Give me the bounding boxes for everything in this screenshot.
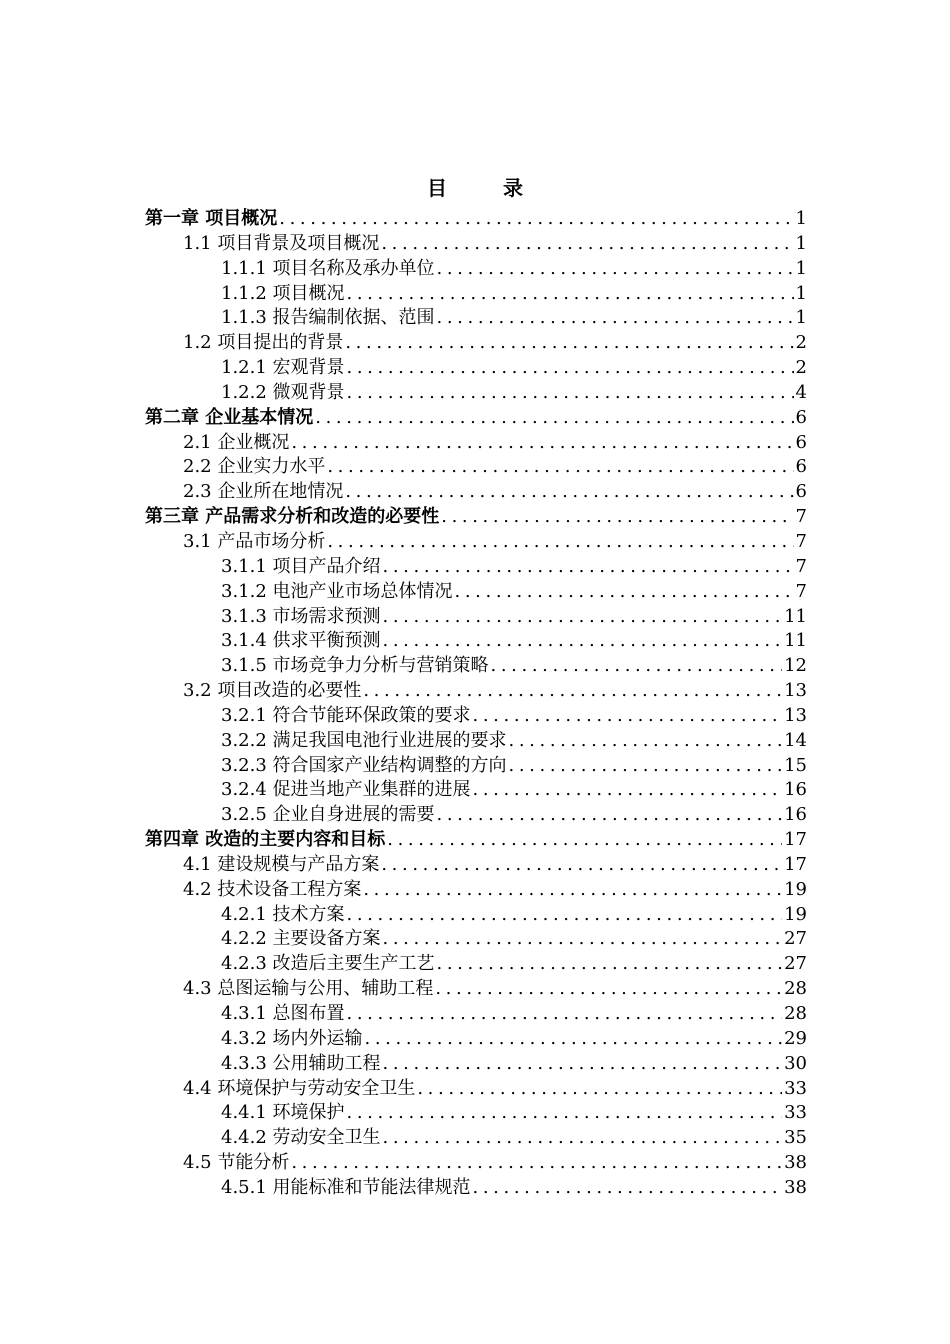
toc-page-number: 19 — [784, 878, 807, 900]
toc-dot-leader — [473, 704, 783, 729]
toc-dot-leader — [279, 207, 793, 232]
toc-entry[interactable] — [145, 853, 807, 878]
toc-dot-leader — [473, 1176, 783, 1201]
toc-entry-title: 4.2.3 改造后主要生产工艺 — [221, 953, 435, 975]
toc-page-number: 33 — [784, 1102, 807, 1124]
toc-entry[interactable] — [145, 232, 807, 257]
toc-dot-leader — [327, 530, 793, 555]
toc-entry[interactable] — [145, 1027, 807, 1052]
toc-list — [145, 207, 807, 1201]
toc-entry[interactable] — [145, 207, 807, 232]
toc-entry[interactable] — [145, 257, 807, 282]
toc-page-number: 30 — [784, 1052, 807, 1074]
toc-dot-leader — [291, 1151, 782, 1176]
toc-entry-title: 3.2.4 促进当地产业集群的进展 — [221, 779, 471, 801]
toc-entry[interactable] — [145, 629, 807, 654]
toc-entry[interactable] — [145, 1101, 807, 1126]
toc-entry-title: 3.2 项目改造的必要性 — [183, 680, 362, 702]
toc-dot-leader — [383, 927, 783, 952]
toc-entry-title: 4.4 环境保护与劳动安全卫生 — [183, 1077, 416, 1099]
toc-dot-leader — [381, 853, 782, 878]
toc-page-number: 16 — [784, 779, 807, 801]
toc-page-number: 13 — [784, 704, 807, 726]
toc-entry[interactable] — [145, 605, 807, 630]
toc-entry[interactable] — [145, 679, 807, 704]
toc-page-number: 7 — [795, 580, 807, 602]
toc-entry[interactable] — [145, 704, 807, 729]
toc-entry-title: 1.1.1 项目名称及承办单位 — [221, 257, 435, 279]
toc-page-number: 29 — [784, 1027, 807, 1049]
toc-entry-title: 1.1.3 报告编制依据、范围 — [221, 307, 435, 329]
toc-entry-title: 1.2.1 宏观背景 — [221, 357, 345, 379]
toc-entry[interactable] — [145, 903, 807, 928]
toc-dot-leader — [441, 505, 793, 530]
toc-page-number: 19 — [784, 903, 807, 925]
toc-entry-title: 4.5 节能分析 — [183, 1152, 290, 1174]
toc-entry[interactable] — [145, 1002, 807, 1027]
toc-entry[interactable] — [145, 803, 807, 828]
toc-dot-leader — [347, 356, 794, 381]
toc-dot-leader — [509, 729, 783, 754]
toc-dot-leader — [437, 952, 783, 977]
toc-entry-title: 3.2.1 符合节能环保政策的要求 — [221, 704, 471, 726]
toc-dot-leader — [383, 555, 794, 580]
toc-entry[interactable] — [145, 654, 807, 679]
toc-dot-leader — [363, 679, 782, 704]
toc-page-number: 1 — [795, 208, 807, 229]
toc-dot-leader — [347, 1101, 783, 1126]
toc-page-number: 15 — [784, 754, 807, 776]
toc-page-number: 6 — [795, 456, 807, 478]
toc-page-number: 28 — [784, 978, 807, 1000]
toc-page-number: 17 — [784, 829, 807, 851]
toc-entry-title: 4.4.2 劳动安全卫生 — [221, 1127, 381, 1149]
toc-entry-title: 3.1.4 供求平衡预测 — [221, 630, 381, 652]
toc-entry[interactable] — [145, 431, 807, 456]
toc-entry[interactable] — [145, 331, 807, 356]
toc-page-number: 1 — [795, 257, 807, 279]
toc-dot-leader — [347, 1002, 783, 1027]
toc-page-number: 28 — [784, 1003, 807, 1024]
toc-entry-title: 3.1.1 项目产品介绍 — [221, 555, 381, 577]
toc-dot-leader — [437, 306, 794, 331]
toc-page-number: 7 — [795, 530, 807, 552]
toc-entry-title: 1.2.2 微观背景 — [221, 381, 345, 403]
toc-entry-title: 4.2 技术设备工程方案 — [183, 878, 362, 900]
toc-entry[interactable] — [145, 778, 807, 803]
toc-page-number: 38 — [784, 1176, 807, 1198]
toc-entry[interactable] — [145, 754, 807, 779]
toc-entry[interactable] — [145, 828, 807, 853]
toc-entry[interactable] — [145, 306, 807, 331]
toc-page-number: 7 — [795, 555, 807, 577]
toc-entry[interactable] — [145, 1077, 807, 1102]
toc-entry-title: 第一章 项目概况 — [145, 208, 278, 229]
toc-entry[interactable] — [145, 729, 807, 754]
toc-entry-title: 2.3 企业所在地情况 — [183, 481, 344, 503]
toc-entry[interactable] — [145, 1052, 807, 1077]
toc-entry-title: 3.1 产品市场分析 — [183, 530, 326, 552]
toc-entry[interactable] — [145, 1176, 807, 1201]
toc-entry[interactable] — [145, 580, 807, 605]
toc-entry-title: 第三章 产品需求分析和改造的必要性 — [145, 506, 440, 528]
toc-entry-title: 1.1 项目背景及项目概况 — [183, 232, 380, 254]
toc-page-number: 27 — [784, 928, 807, 950]
toc-dot-leader — [291, 431, 793, 456]
toc-entry[interactable] — [145, 381, 807, 406]
toc-dot-leader — [363, 878, 782, 903]
toc-page-number: 1 — [795, 232, 807, 254]
toc-entry-title: 4.4.1 环境保护 — [221, 1102, 345, 1124]
toc-dot-leader — [455, 580, 794, 605]
toc-dot-leader — [491, 654, 783, 679]
toc-page-number: 16 — [784, 804, 807, 826]
toc-dot-leader — [383, 1126, 783, 1151]
toc-page-number: 1 — [795, 307, 807, 329]
toc-entry-title: 4.3.1 总图布置 — [221, 1003, 345, 1024]
toc-dot-leader — [387, 828, 782, 853]
toc-entry-title: 1.1.2 项目概况 — [221, 282, 345, 304]
toc-dot-leader — [345, 480, 793, 505]
toc-entry-title: 4.5.1 用能标准和节能法律规范 — [221, 1176, 471, 1198]
toc-entry[interactable] — [145, 406, 807, 431]
toc-dot-leader — [347, 381, 794, 406]
toc-dot-leader — [383, 629, 783, 654]
toc-page-number: 2 — [795, 357, 807, 379]
toc-entry-title: 3.2.3 符合国家产业结构调整的方向 — [221, 754, 507, 776]
toc-entry-title: 4.3.3 公用辅助工程 — [221, 1052, 381, 1074]
toc-entry[interactable] — [145, 952, 807, 977]
toc-entry-title: 2.1 企业概况 — [183, 431, 290, 453]
toc-dot-leader — [327, 455, 793, 480]
toc-page-number: 13 — [784, 680, 807, 702]
toc-dot-leader — [347, 903, 783, 928]
toc-dot-leader — [345, 331, 793, 356]
toc-dot-leader — [473, 778, 783, 803]
toc-page-number: 1 — [795, 282, 807, 304]
toc-page-number: 17 — [784, 853, 807, 875]
toc-entry[interactable] — [145, 1151, 807, 1176]
toc-dot-leader — [417, 1077, 782, 1102]
toc-entry[interactable] — [145, 505, 807, 530]
toc-dot-leader — [435, 977, 782, 1002]
toc-entry-title: 1.2 项目提出的背景 — [183, 332, 344, 354]
toc-page-number: 11 — [784, 630, 807, 652]
toc-entry-title: 第四章 改造的主要内容和目标 — [145, 829, 386, 851]
toc-dot-leader — [509, 754, 783, 779]
toc-entry[interactable] — [145, 555, 807, 580]
toc-page-number: 4 — [795, 381, 807, 403]
toc-entry-title: 第二章 企业基本情况 — [145, 406, 314, 428]
toc-page-number: 7 — [795, 506, 807, 528]
toc-entry-title: 4.3 总图运输与公用、辅助工程 — [183, 978, 434, 1000]
toc-entry-title: 3.2.2 满足我国电池行业进展的要求 — [221, 729, 507, 751]
toc-page-number: 12 — [784, 655, 807, 677]
toc-entry-title: 3.1.3 市场需求预测 — [221, 605, 381, 627]
toc-entry-title: 3.1.5 市场竞争力分析与营销策略 — [221, 655, 489, 677]
toc-dot-leader — [437, 257, 794, 282]
toc-entry-title: 4.3.2 场内外运输 — [221, 1027, 363, 1049]
toc-page-number: 33 — [784, 1077, 807, 1099]
toc-page-number: 6 — [795, 431, 807, 453]
toc-page-number: 6 — [795, 481, 807, 503]
toc-entry[interactable] — [145, 1126, 807, 1151]
toc-entry[interactable] — [145, 977, 807, 1002]
toc-title: 目 录 — [427, 176, 541, 200]
toc-entry-title: 3.2.5 企业自身进展的需要 — [221, 804, 435, 826]
toc-page-number: 14 — [784, 729, 807, 751]
toc-dot-leader — [315, 406, 793, 431]
toc-page-number: 35 — [784, 1127, 807, 1149]
toc-entry[interactable] — [145, 356, 807, 381]
toc-entry[interactable] — [145, 282, 807, 307]
toc-entry[interactable] — [145, 530, 807, 555]
toc-dot-leader — [365, 1027, 783, 1052]
toc-page-number: 2 — [795, 332, 807, 354]
toc-page-number: 38 — [784, 1152, 807, 1174]
toc-entry-title: 4.1 建设规模与产品方案 — [183, 853, 380, 875]
toc-entry-title: 4.2.1 技术方案 — [221, 903, 345, 925]
toc-dot-leader — [347, 282, 794, 307]
toc-entry-title: 2.2 企业实力水平 — [183, 456, 326, 478]
toc-entry[interactable] — [145, 927, 807, 952]
toc-dot-leader — [437, 803, 783, 828]
toc-entry-title: 4.2.2 主要设备方案 — [221, 928, 381, 950]
toc-page-number: 27 — [784, 953, 807, 975]
toc-entry-title: 3.1.2 电池产业市场总体情况 — [221, 580, 453, 602]
toc-dot-leader — [383, 1052, 783, 1077]
toc-page-number: 11 — [784, 605, 807, 627]
toc-entry[interactable] — [145, 455, 807, 480]
toc-page-number: 6 — [795, 406, 807, 428]
toc-dot-leader — [381, 232, 793, 257]
toc-dot-leader — [383, 605, 783, 630]
toc-entry[interactable] — [145, 480, 807, 505]
toc-entry[interactable] — [145, 878, 807, 903]
